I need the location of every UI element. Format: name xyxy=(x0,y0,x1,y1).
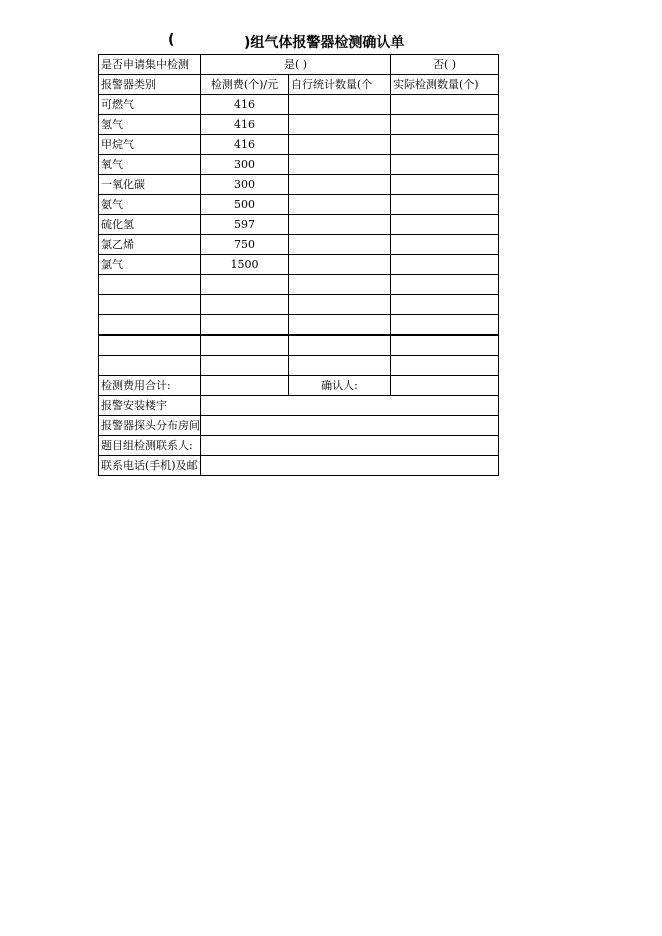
empty-cell[interactable] xyxy=(391,315,499,336)
apply-row xyxy=(99,55,499,75)
rooms-row xyxy=(99,416,499,436)
table-row xyxy=(99,115,499,135)
rooms-label: 报警器探头分布房间 xyxy=(99,416,201,436)
total-label: 检测费用合计: xyxy=(99,376,201,396)
total-row xyxy=(99,376,499,396)
self-count-cell[interactable] xyxy=(289,195,391,215)
empty-cell[interactable] xyxy=(201,356,289,376)
header-type: 报警器类别 xyxy=(99,75,201,95)
empty-cell[interactable] xyxy=(201,275,289,295)
building-row xyxy=(99,396,499,416)
apply-label: 是否申请集中检测 xyxy=(99,55,201,75)
table-row xyxy=(99,235,499,255)
apply-yes-option[interactable] xyxy=(201,55,391,75)
confirmer-label: 确认人: xyxy=(289,376,391,396)
empty-cell[interactable] xyxy=(391,295,499,315)
table-row xyxy=(99,175,499,195)
empty-cell[interactable] xyxy=(289,295,391,315)
building-label: 报警安装楼宇 xyxy=(99,396,201,416)
empty-cell[interactable] xyxy=(391,356,499,376)
empty-row xyxy=(99,275,499,295)
actual-count-cell[interactable] xyxy=(391,155,499,175)
empty-row xyxy=(99,295,499,315)
item-fee: 300 xyxy=(201,155,289,175)
empty-cell[interactable] xyxy=(289,335,391,356)
empty-row xyxy=(99,356,499,376)
header-self-count: 自行统计数量(个 xyxy=(289,75,391,95)
empty-cell[interactable] xyxy=(201,295,289,315)
empty-cell[interactable] xyxy=(201,315,289,336)
empty-cell[interactable] xyxy=(99,335,201,356)
contact-label: 题目组检测联系人: xyxy=(99,436,201,456)
empty-cell[interactable] xyxy=(99,275,201,295)
empty-cell[interactable] xyxy=(391,335,499,356)
table-row xyxy=(99,155,499,175)
empty-cell[interactable] xyxy=(391,275,499,295)
confirmer-value-cell[interactable] xyxy=(391,376,499,396)
item-fee: 597 xyxy=(201,215,289,235)
table-row xyxy=(99,215,499,235)
self-count-cell[interactable] xyxy=(289,135,391,155)
actual-count-cell[interactable] xyxy=(391,215,499,235)
item-name: 氧气 xyxy=(99,155,201,175)
self-count-cell[interactable] xyxy=(289,235,391,255)
empty-cell[interactable] xyxy=(99,295,201,315)
table-row xyxy=(99,195,499,215)
actual-count-cell[interactable] xyxy=(391,175,499,195)
self-count-cell[interactable] xyxy=(289,255,391,275)
empty-cell[interactable] xyxy=(99,356,201,376)
item-fee: 500 xyxy=(201,195,289,215)
empty-row xyxy=(99,335,499,356)
item-fee: 416 xyxy=(201,95,289,115)
contact-value-cell[interactable] xyxy=(201,436,499,456)
self-count-cell[interactable] xyxy=(289,215,391,235)
item-name: 甲烷气 xyxy=(99,135,201,155)
item-fee: 1500 xyxy=(201,255,289,275)
empty-cell[interactable] xyxy=(99,315,201,336)
actual-count-cell[interactable] xyxy=(391,195,499,215)
item-name: 硫化氢 xyxy=(99,215,201,235)
self-count-cell[interactable] xyxy=(289,175,391,195)
header-fee: 检测费(个)/元 xyxy=(201,75,289,95)
empty-cell[interactable] xyxy=(289,315,391,336)
table-row xyxy=(99,255,499,275)
apply-no-option[interactable] xyxy=(391,55,499,75)
item-name: 氢气 xyxy=(99,115,201,135)
item-name: 一氧化碳 xyxy=(99,175,201,195)
item-name: 氨气 xyxy=(99,195,201,215)
actual-count-cell[interactable] xyxy=(391,255,499,275)
self-count-cell[interactable] xyxy=(289,155,391,175)
table-row xyxy=(99,135,499,155)
empty-cell[interactable] xyxy=(289,275,391,295)
rooms-value-cell[interactable] xyxy=(201,416,499,436)
total-value-cell[interactable] xyxy=(201,376,289,396)
empty-row xyxy=(99,315,499,336)
self-count-cell[interactable] xyxy=(289,95,391,115)
form-title xyxy=(98,32,498,52)
item-name: 可燃气 xyxy=(99,95,201,115)
item-fee: 416 xyxy=(201,135,289,155)
item-fee: 416 xyxy=(201,115,289,135)
header-row xyxy=(99,75,499,95)
detection-form-table xyxy=(98,54,499,476)
title-text: )组气体报警器检测确认单 xyxy=(244,35,405,51)
actual-count-cell[interactable] xyxy=(391,235,499,255)
actual-count-cell[interactable] xyxy=(391,115,499,135)
item-fee: 750 xyxy=(201,235,289,255)
title-open-paren: ( xyxy=(168,32,175,48)
empty-cell[interactable] xyxy=(201,335,289,356)
actual-count-cell[interactable] xyxy=(391,135,499,155)
empty-cell[interactable] xyxy=(289,356,391,376)
phone-label: 联系电话(手机)及邮 xyxy=(99,456,201,476)
item-name: 氯乙烯 xyxy=(99,235,201,255)
item-name: 氯气 xyxy=(99,255,201,275)
header-actual-count: 实际检测数量(个) xyxy=(391,75,499,95)
table-row xyxy=(99,95,499,115)
apply-yes-text: 是( ) xyxy=(283,58,308,71)
contact-row xyxy=(99,436,499,456)
phone-row xyxy=(99,456,499,476)
apply-no-text: 否( ) xyxy=(432,58,457,71)
self-count-cell[interactable] xyxy=(289,115,391,135)
actual-count-cell[interactable] xyxy=(391,95,499,115)
phone-value-cell[interactable] xyxy=(201,456,499,476)
item-fee: 300 xyxy=(201,175,289,195)
building-value-cell[interactable] xyxy=(201,396,499,416)
